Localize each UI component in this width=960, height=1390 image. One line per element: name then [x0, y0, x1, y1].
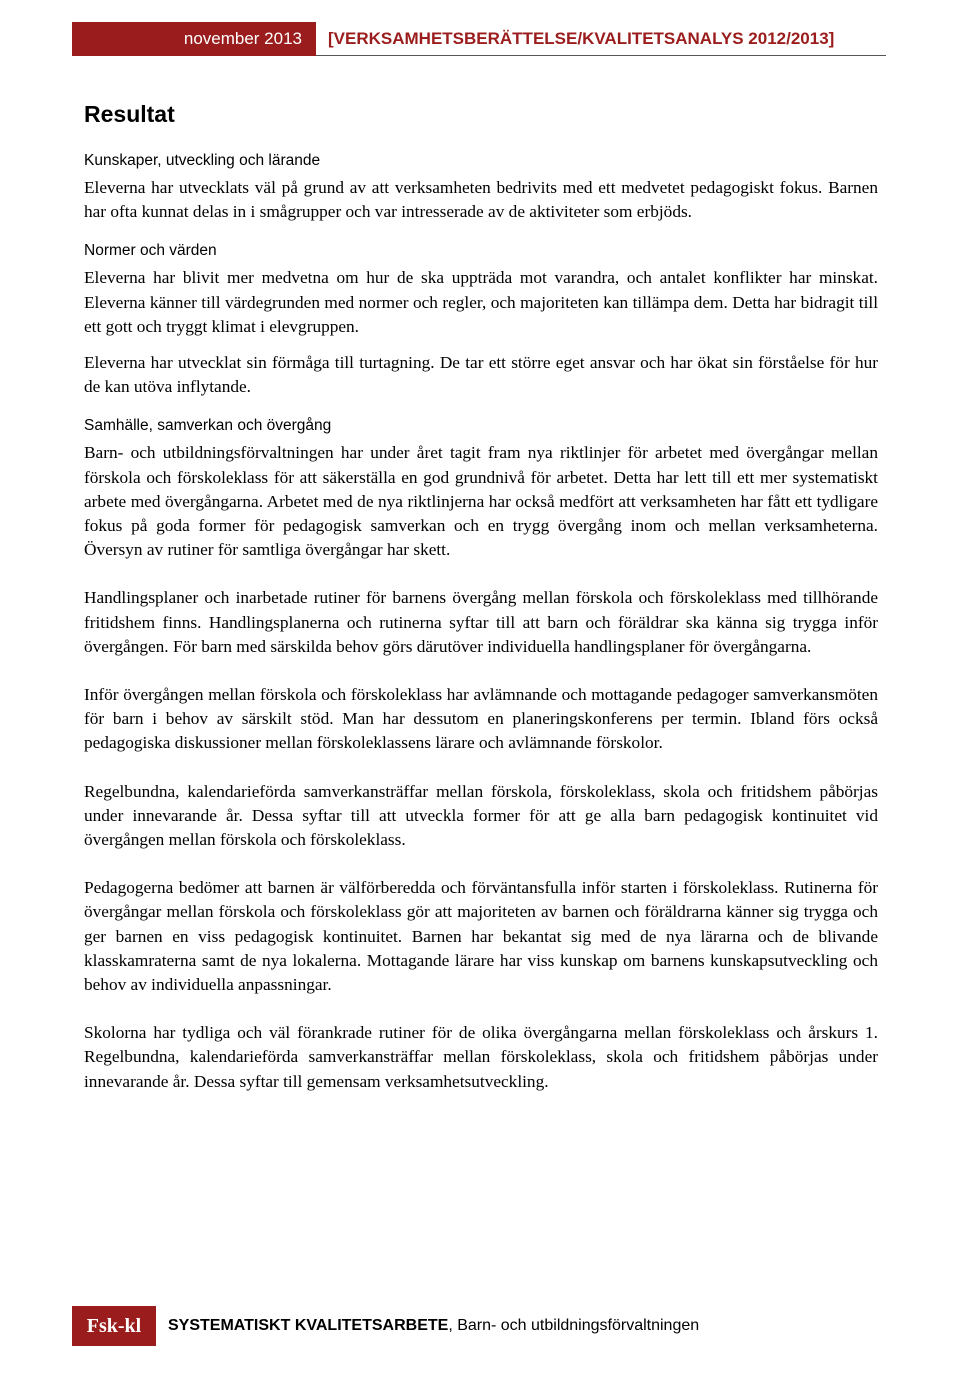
- footer-logo: Fsk-kl: [72, 1306, 156, 1346]
- header-title: [VERKSAMHETSBERÄTTELSE/KVALITETSANALYS 2012/2013]: [316, 22, 886, 56]
- section-heading-normer: Normer och värden: [84, 242, 217, 260]
- footer-title: [156, 1317, 699, 1335]
- page-title: Resultat: [84, 101, 175, 127]
- header-date: november 2013: [72, 22, 316, 56]
- paragraph: Inför övergången mellan förskola och förskoleklass har avlämnande och mottagande pedagoger samverkansmöten för barn i behov av särskilt stöd. Man har dessutom en planeringskonferens per termin. Ibland förs också pedagogiska diskussioner mellan förskoleklassens lärare och avlämnande förskolor.: [84, 685, 878, 753]
- footer-title-rest: , Barn- och utbildningsförvaltningen: [448, 1317, 700, 1334]
- paragraph: Barn- och utbildningsförvaltningen har under året tagit fram nya riktlinjer för arbetet med övergångar mellan förskola och förskoleklass för att säkerställa en god grundnivå för arbetet. Detta har lett till ett mer systematiskt arbete med övergångarna. Arbetet med de nya riktlinjerna har också medfört att verksamheten har fått ett tydligare fokus på goda former för pedagogisk samverkan och en trygg övergång inom och mellan verksamheterna. Översyn av rutiner för samtliga övergångar har skett.: [84, 443, 878, 560]
- footer-title-bold: SYSTEMATISKT KVALITETSARBETE: [168, 1317, 449, 1334]
- paragraph: Eleverna har blivit mer medvetna om hur de ska uppträda mot varandra, och antalet konflikter har minskat. Eleverna känner till värdegrunden med normer och regler, och majoriteten kan tillämpa dem. Detta har bidragit till ett gott och tryggt klimat i elevgruppen.: [84, 268, 878, 336]
- page-header: [72, 22, 886, 56]
- paragraph: Pedagogerna bedömer att barnen är välförberedda och förväntansfulla inför starten i förskoleklass. Rutinerna för övergångar mellan förskola och förskoleklass gör att majoriteten av barnen och föräldrarna känner sig trygga och ger barnen en viss pedagogisk kontinuitet. Barnen har bekantat sig med de nya lärarna och de blivande klasskamraterna samt de nya lokalerna. Mottagande lärare har viss kunskap om barnens kunskapsutveckling och behov av individuella anpassningar.: [84, 878, 878, 995]
- section-heading-samhalle: Samhälle, samverkan och övergång: [84, 417, 332, 435]
- paragraph: Eleverna har utvecklats väl på grund av att verksamheten bedrivits med ett medvetet pedagogiskt fokus. Barnen har ofta kunnat delas in i smågrupper och var intresserade av de aktiviteter som erbjöds.: [84, 178, 878, 222]
- paragraph: Eleverna har utvecklat sin förmåga till turtagning. De tar ett större eget ansvar och har ökat sin förståelse för hur de kan utöva inflytande.: [84, 353, 878, 397]
- section-heading-kunskaper: Kunskaper, utveckling och lärande: [84, 152, 321, 169]
- page-footer: [72, 1306, 886, 1346]
- paragraph: Skolorna har tydliga och väl förankrade rutiner för de olika övergångarna mellan förskoleklass och årskurs 1. Regelbundna, kalendarieförda samverkansträffar mellan förskoleklass, skola och fritidshem påbörjas under innevarande år. Dessa syftar till gemensam verksamhetsutveckling.: [84, 1023, 878, 1091]
- document-body: [84, 100, 878, 1094]
- paragraph: Regelbundna, kalendarieförda samverkansträffar mellan förskola, förskoleklass, skola och fritidshem påbörjas under innevarande år. Dessa syftar till att utveckla former för att ge alla barn pedagogisk kontinuitet vid övergången mellan förskola och förskoleklass.: [84, 781, 878, 850]
- paragraph: Handlingsplaner och inarbetade rutiner för barnens övergång mellan förskola och förskoleklass med tillhörande fritidshem finns. Handlingsplanerna och rutinerna syftar till att barn och föräldrar ska känna sig trygga inför övergången. För barn med särskilda behov görs därutöver individuella handlingsplaner för övergångarna.: [84, 588, 878, 656]
